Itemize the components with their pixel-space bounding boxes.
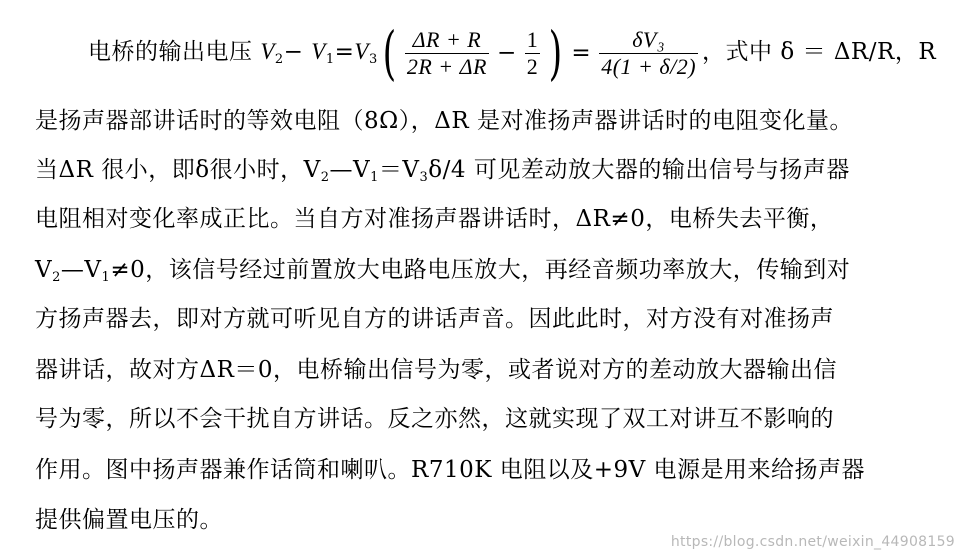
watermark-url: https://blog.csdn.net/weixin_44908159 — [670, 534, 955, 550]
paragraph-line-10: 提供偏置电压的。 — [35, 507, 223, 533]
fraction-2 — [525, 27, 541, 80]
fraction-3 — [599, 27, 698, 80]
line1-prefix: 电桥的输出电压 — [88, 39, 261, 65]
paragraph-line-2: 是扬声器部讲话时的等效电阻（8Ω），ΔR 是对准扬声器讲话时的电阻变化量。 — [35, 108, 853, 134]
fraction-3-denominator: 4(1 + δ/2) — [601, 53, 697, 79]
fraction-1-denominator: 2R + ΔR — [406, 53, 487, 79]
var-v2-sub: 2 — [274, 52, 284, 67]
line3-sub-a: 2 — [320, 170, 330, 185]
formula-bracket — [378, 19, 568, 87]
fraction-3-numerator: δV₃ — [599, 27, 698, 54]
paragraph-line-6: 方扬声器去，即对方就可听见自方的讲话声音。因此此时，对方没有对准扬声 — [35, 306, 834, 332]
var-v3: V — [354, 39, 369, 64]
line3-part-a: 当ΔR 很小，即δ很小时，V — [35, 157, 321, 183]
line5-part-a: V — [35, 257, 53, 283]
paragraph-line-9: 作用。图中扬声器兼作话筒和喇叭。R710K 电阻以及+9V 电源是用来给扬声器 — [35, 457, 866, 483]
line3-sub-c: 3 — [419, 170, 429, 185]
line5-sub-b: 1 — [101, 270, 111, 285]
paragraph-line-5 — [35, 255, 850, 285]
paragraph-line-3 — [35, 155, 850, 185]
var-v1: V — [311, 39, 326, 64]
line5-part-c: ≠0，该信号经过前置放大电路电压放大，再经音频功率放大，传输到对 — [110, 257, 851, 283]
left-paren: ( — [382, 19, 397, 87]
equals-2: = — [571, 40, 592, 66]
paragraph-line-8: 号为零，所以不会干扰自方讲话。反之亦然，这就实现了双工对讲互不影响的 — [35, 406, 834, 432]
fraction-1 — [405, 27, 489, 80]
dash: − — [283, 39, 312, 65]
minus-sign: − — [497, 40, 517, 66]
equals: = — [334, 39, 355, 65]
line3-sub-b: 1 — [370, 170, 379, 185]
line5-sub-a: 2 — [52, 270, 61, 285]
line3-part-b: —V — [329, 157, 371, 183]
paragraph-line-7: 器讲话，故对方ΔR＝0，电桥输出信号为零，或者说对方的差动放大器输出信 — [35, 357, 838, 383]
line5-part-b: —V — [60, 257, 102, 283]
right-paren: ) — [548, 19, 563, 87]
line1-suffix: ，式中 δ ＝ ΔR/R，R — [702, 39, 937, 65]
line3-part-d: δ/4 可见差动放大器的输出信号与扬声器 — [428, 157, 850, 183]
paragraph-line-1 — [88, 19, 937, 87]
var-v2: V — [260, 39, 275, 64]
paragraph-line-4: 电阻相对变化率成正比。当自方对准扬声器讲话时，ΔR≠0，电桥失去平衡， — [35, 206, 834, 232]
line3-part-c: ＝V — [378, 157, 420, 183]
fraction-2-numerator: 1 — [526, 26, 539, 52]
var-v3-sub: 3 — [368, 52, 378, 67]
fraction-1-numerator: ΔR + R — [405, 27, 489, 54]
fraction-2-denominator: 2 — [526, 53, 539, 79]
var-v1-sub: 1 — [325, 52, 335, 67]
